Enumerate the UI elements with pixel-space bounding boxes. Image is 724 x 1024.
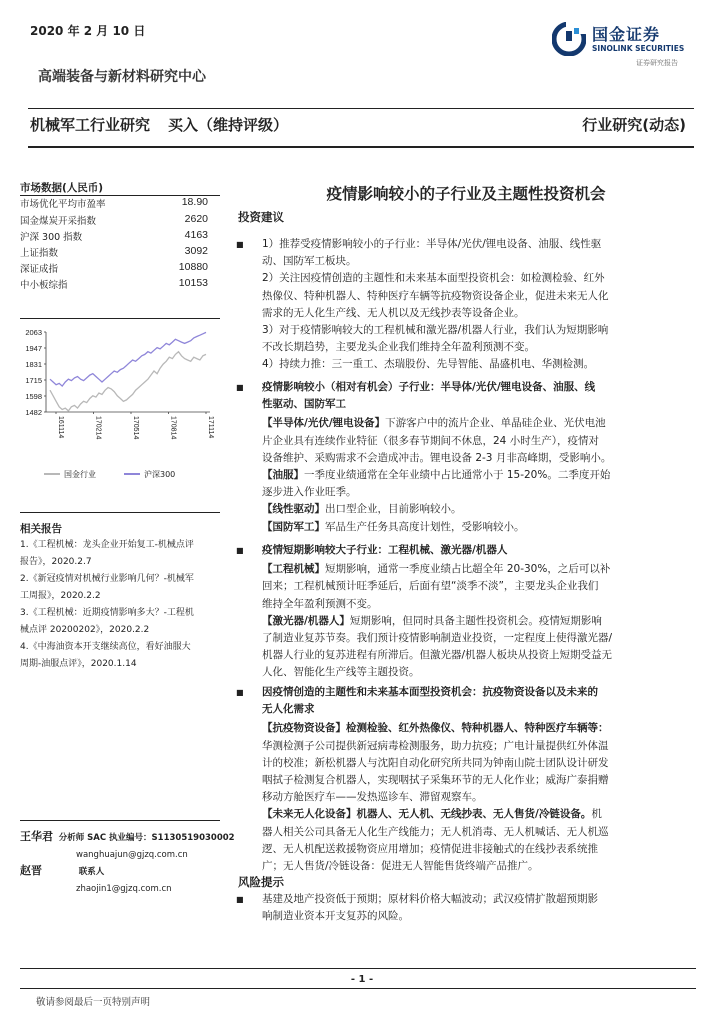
related-report-item[interactable]: 4.《中海油资本开支继续高位，看好油服大 周期-油服点评》，2020.1.14 <box>20 642 191 669</box>
bullet-icon: ■ <box>236 546 244 555</box>
related-reports-title: 相关报告 <box>20 523 62 535</box>
x-tick-label: 170814 <box>169 416 177 440</box>
report-date: 2020 年 2 月 10 日 <box>30 24 146 38</box>
invest-title: 投资建议 <box>238 210 284 224</box>
report-title <box>30 114 288 135</box>
bullet-icon: ■ <box>236 383 244 392</box>
x-tick-label: 170214 <box>94 416 102 440</box>
market-data-row: 沪深 300 指数 4163 <box>20 229 208 243</box>
footer-divider-2 <box>20 988 696 989</box>
risk-block: ■ 基建及地产投资低于预期；原材料价格大幅波动；武汉疫情扩散超预期影 响制造业资本开支复苏的风险。 <box>236 893 598 923</box>
analyst-name: 赵晋 <box>20 864 42 877</box>
analyst-divider <box>20 820 220 821</box>
analyst-email[interactable]: wanghuajun@gjzq.com.cn <box>76 850 188 860</box>
header-divider-top <box>28 108 694 109</box>
research-center: 高端装备与新材料研究中心 <box>38 69 206 85</box>
analyst-2 <box>20 862 172 894</box>
related-divider <box>20 512 220 513</box>
section-title: 疫情短期影响较大子行业：工程机械、激光器/机器人 <box>262 544 508 556</box>
legend-label: 国金行业 <box>64 470 96 479</box>
chart-divider <box>20 318 220 319</box>
disclaimer-link[interactable]: 敬请参阅最后一页特别声明 <box>36 997 151 1008</box>
analyst-name: 王华君 <box>20 830 53 843</box>
header-divider-bottom <box>28 146 694 148</box>
x-tick-label: 170514 <box>132 416 139 440</box>
x-tick-label: 171114 <box>207 416 214 439</box>
index-chart <box>20 322 224 492</box>
market-data-row: 市场优化平均市盈率 18.90 <box>20 196 208 210</box>
section-high-impact: ■ 疫情短期影响较大子行业：工程机械、激光器/机器人 【工程机械】短期影响，通常一季度业绩占比超全年 20-30%，之后可以补 回来；工程机械预计旺季延后，后面有望“淡季不淡”，主要龙头企业我们 维持全年盈利预测不变。 【激光器/机器人】短期影响，但同时具备主题性投资机会。疫情短期影响 了制造业复苏节奏。我们预计疫情影响制造业投资，一定程度上使得激光器/ 机器人行业的复苏进程有所滞后。但激光器/机器人板块从投资上短期受益无 人化、智能化生产线等主题投资。 <box>238 542 694 682</box>
bullet-icon: ■ <box>236 895 244 904</box>
y-tick-label: 1482 <box>25 408 42 417</box>
y-tick-label: 1947 <box>25 344 42 353</box>
page-number: - 1 - <box>350 974 374 985</box>
y-tick-label: 2063 <box>25 328 42 337</box>
y-tick-label: 1598 <box>25 392 42 401</box>
sinolink-logo-icon <box>552 22 586 56</box>
brand-logo <box>552 22 692 70</box>
risk-title: 风险提示 <box>238 875 284 889</box>
market-data-row: 国金煤炭开采指数 2620 <box>20 213 208 227</box>
section-title: 因疫情创造的主题性和未来基本面型投资机会：抗疫物资设备以及未来的 <box>262 686 598 698</box>
analyst-role: 分析师 SAC 执业编号：S1130519030002 <box>58 833 235 843</box>
footer-divider <box>20 968 696 969</box>
series-line-0 <box>50 352 206 411</box>
bullet-icon: ■ <box>236 688 244 697</box>
bullet-icon: ■ <box>236 240 244 249</box>
related-report-item[interactable]: 2.《新冠疫情对机械行业影响几何？-机械军 工周报》，2020.2.2 <box>20 574 194 601</box>
main-title: 疫情影响较小的子行业及主题性投资机会 <box>326 185 606 203</box>
brand-subtitle: 证券研究报告 <box>636 59 678 67</box>
market-data-row: 上证指数 3092 <box>20 245 208 259</box>
legend-label: 沪深300 <box>144 470 176 479</box>
analyst-1 <box>20 828 235 860</box>
invest-block: ■ 1）推荐受疫情影响较小的子行业：半导体/光伏/锂电设备、油服、线性驱 动、国防军工板块。 2）关注因疫情创造的主题性和未来基本面型投资机会：如检测检验、红外 热像仪、特种机器人、特种医疗车辆等抗疫物资设备企业，促进未来无人化 需求的无人化生产线、无人机以及无线抄表等设备企业。 3）对于疫情影响较大的工程机械和激光器/机器人行业，我们认为短期影响 不改长期趋势，主要龙头企业我们维持全年盈利预测不变。 4）持续力推：三一重工、杰瑞股份、先导智能、晶盛机电、华测检测。 <box>236 238 609 371</box>
analyst-role: 联系人 <box>78 867 105 877</box>
y-tick-label: 1831 <box>25 360 42 369</box>
section-title: 疫情影响较小（相对有机会）子行业：半导体/光伏/锂电设备、油服、线 <box>262 381 596 393</box>
report-type: 行业研究(动态) <box>582 116 686 134</box>
market-data-row: 中小板综指 10153 <box>20 277 208 291</box>
brand-name-en: SINOLINK SECURITIES <box>592 44 685 53</box>
series-line-1 <box>50 332 206 386</box>
industry-name: 机械军工行业研究 <box>30 116 151 134</box>
x-tick-label: 161114 <box>57 416 64 439</box>
brand-name-cn: 国金证券 <box>592 25 661 44</box>
market-data-title: 市场数据(人民币) <box>20 182 104 194</box>
section-theme-opportunity: ■ 因疫情创造的主题性和未来基本面型投资机会：抗疫物资设备以及未来的 无人化需求 【抗疫物资设备】检测检验、红外热像仪、特种机器人、特种医疗车辆等： 华测检测子公司提供新冠病毒检测服务，助力抗疫；广电计量提供红外体温 计的校准；新松机器人与沈阳自动化研究所共同为钟南山院士团队设计研发 咽拭子检测复合机器人，实现咽拭子采集环节的无人化作业；威海广泰捐赠 移动方舱医疗车——发热巡诊车、滞留观察车。 【未来无人化设备】机器人、无人机、无线抄表、无人售货/冷链设备。机 器人相关公司具备无人化生产线能力；无人机消毒、无人机喊话、无人机巡 逻、无人机配送救援物资应用增加；疫情促进非接触式的在线抄表系统推 广；无人售货/冷链设备：促进无人智能售货终端产品推广。 <box>238 684 694 875</box>
related-report-item[interactable]: 3.《工程机械：近期疫情影响多大？-工程机 械点评 20200202》，2020.2.2 <box>20 608 194 635</box>
analyst-email[interactable]: zhaojin1@gjzq.com.cn <box>76 884 172 894</box>
market-data-row: 深证成指 10880 <box>20 261 208 275</box>
rating: 买入（维持评级） <box>168 116 289 134</box>
y-tick-label: 1715 <box>25 376 42 385</box>
section-low-impact: ■ 疫情影响较小（相对有机会）子行业：半导体/光伏/锂电设备、油服、线 性驱动、国防军工 【半导体/光伏/锂电设备】下游客户中的流片企业、单晶硅企业、光伏电池 片企业具有连续作业特征（很多春节期间不休息，24 小时生产），疫情对 设备维护、采购需求不会造成冲击。锂电设备 2-3 月非高峰期，受影响小。 【油服】一季度业绩通常在全年业绩中占比通常小于 15-20%。二季度开始 逐步进入作业旺季。 【线性驱动】出口型企业，目前影响较小。 【国防军工】军品生产任务具高度计划性，受影响较小。 <box>238 379 694 536</box>
related-report-item[interactable]: 1.《工程机械：龙头企业开始复工-机械点评 报告》，2020.2.7 <box>20 540 194 567</box>
